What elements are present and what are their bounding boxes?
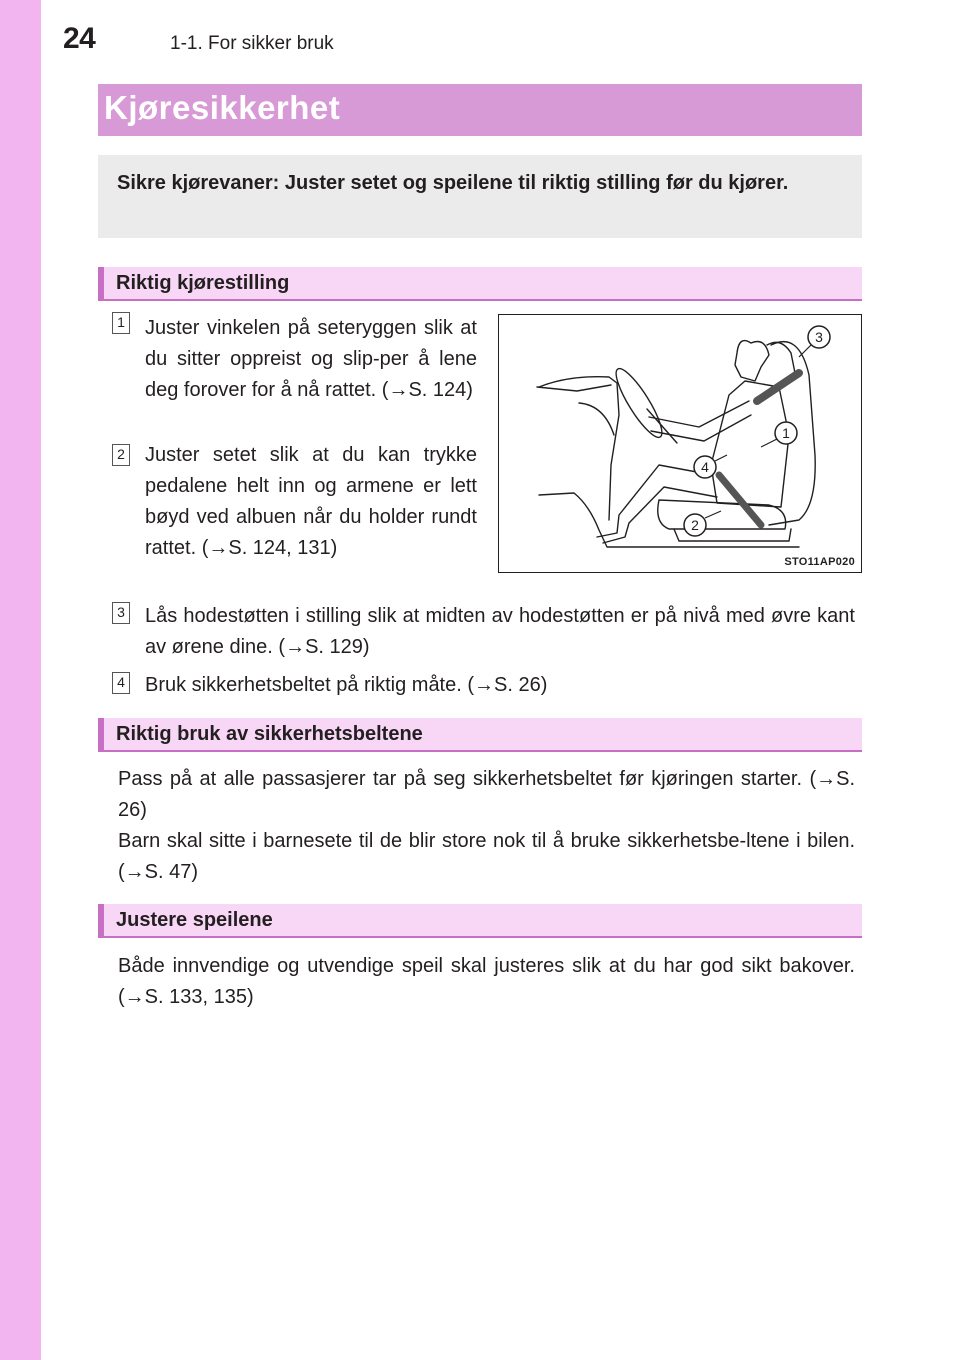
callout-2-label: 2 <box>691 517 699 533</box>
driving-position-illustration <box>498 314 862 573</box>
seatbelt-shoulder <box>757 373 799 401</box>
item-number-3: 3 <box>112 602 130 624</box>
driver-arm-upper <box>649 401 749 427</box>
item-number-1: 1 <box>112 312 130 334</box>
item-number-2: 2 <box>112 444 130 466</box>
subheading-driving-position-label: Riktig kjørestilling <box>116 272 290 294</box>
callout-4-label: 4 <box>701 459 709 475</box>
callout-1-leader <box>761 439 777 447</box>
headrest <box>767 342 795 373</box>
driver-seat-drawing <box>499 315 863 574</box>
driver-head <box>735 341 769 381</box>
item-text-3: Lås hodestøtten i stilling slik at midten av hodestøtten er på nivå med øvre kant av ørene dine. (→S. 129) <box>145 605 855 658</box>
side-color-strip <box>0 0 41 1360</box>
subheading-driving-position <box>98 267 862 301</box>
subheading-seatbelts <box>98 718 862 752</box>
dash-panel <box>579 403 614 435</box>
seatbelts-paragraph-1: Pass på at alle passasjerer tar på seg sikkerhetsbeltet før kjøringen starter. (→S. 26) <box>118 768 855 821</box>
callout-3-leader <box>799 345 811 357</box>
item-text-2: Juster setet slik at du kan trykke pedalene helt inn og armene er lett bøyd ved albuen når du holder rundt rattet. (→S. 124, 131) <box>145 444 477 559</box>
seatbelt-lap <box>719 475 761 525</box>
callout-4-leader <box>715 455 727 461</box>
subheading-mirrors-label: Justere speilene <box>116 909 273 931</box>
steering-column <box>647 409 677 443</box>
mirrors-paragraph: Både innvendige og utvendige speil skal justeres slik at du har god sikt bakover. (→S. 133, 135) <box>118 955 855 1008</box>
item-number-4: 4 <box>112 672 130 694</box>
callout-3-label: 3 <box>815 329 823 345</box>
callout-1-label: 1 <box>782 425 790 441</box>
item-text-4: Bruk sikkerhetsbeltet på riktig måte. (→S. 26) <box>145 674 548 696</box>
driver-torso <box>711 381 789 507</box>
subheading-mirrors <box>98 904 862 938</box>
item-text-1: Juster vinkelen på seteryggen slik at du sitter oppreist og slip-per å lene deg forover for å nå rattet. (→S. 124) <box>145 317 477 401</box>
seatbelts-paragraph-2: Barn skal sitte i barnesete til de blir store nok til å bruke sikkerhetsbe-ltene i bilen. (→S. 47) <box>118 830 855 883</box>
section-title: Kjøresikkerhet <box>104 89 341 126</box>
figure-code: STO11AP020 <box>784 556 855 568</box>
callout-2-leader <box>705 511 721 518</box>
seat-cushion <box>658 500 786 529</box>
dashboard-top <box>537 385 611 391</box>
driver-arm-lower <box>651 415 751 441</box>
dashboard-line <box>539 377 619 520</box>
page-number: 24 <box>63 22 96 55</box>
subheading-seatbelts-label: Riktig bruk av sikkerhetsbeltene <box>116 723 423 745</box>
summary-text: Sikre kjørevaner: Juster setet og speilene til riktig stilling før du kjører. <box>117 172 789 194</box>
running-head: 1-1. For sikker bruk <box>170 33 334 54</box>
